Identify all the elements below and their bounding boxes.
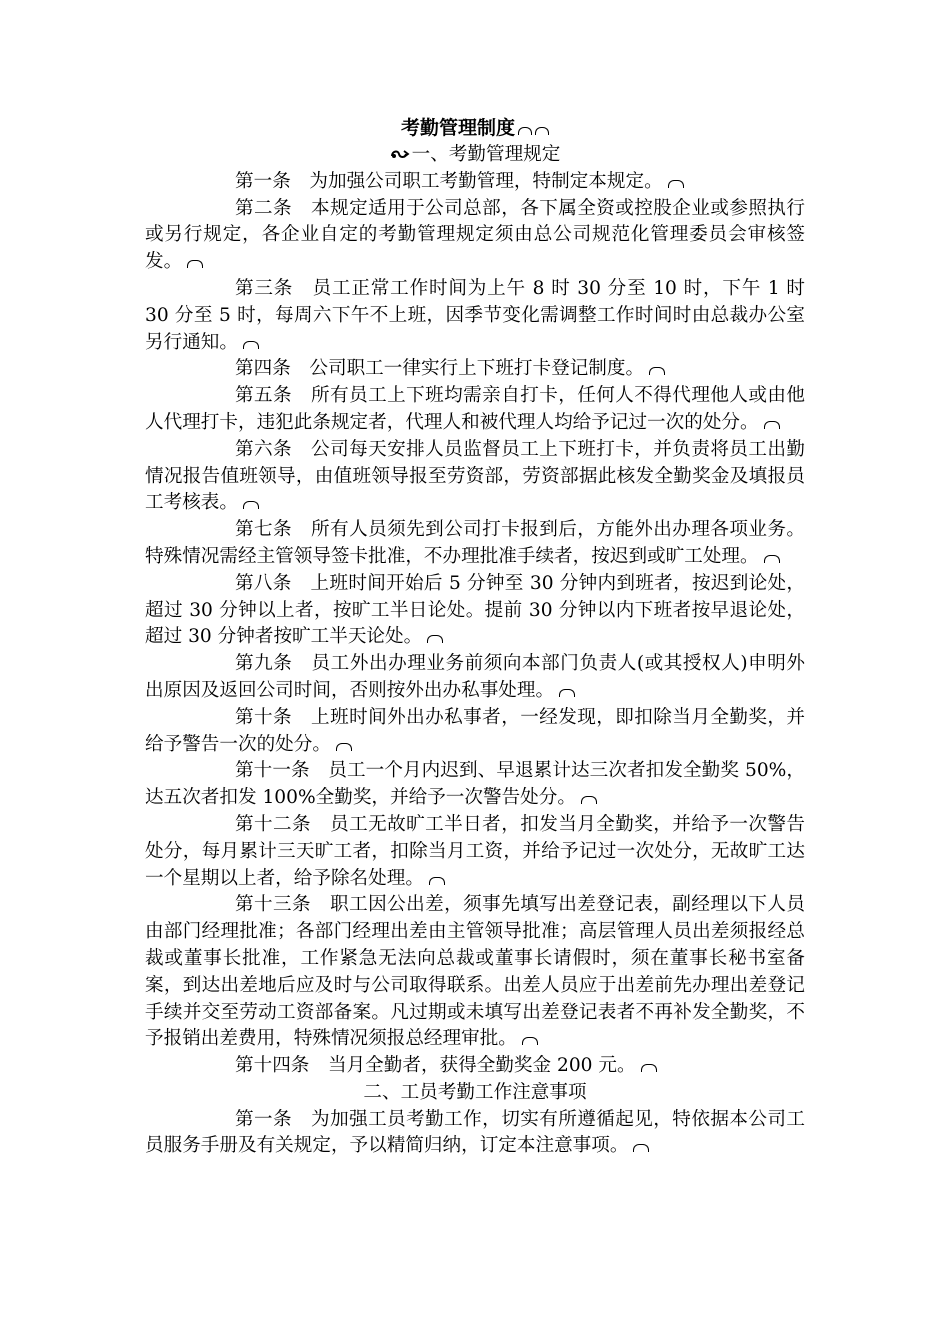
paragraph-mark-icon	[649, 367, 665, 375]
paragraph-mark-icon	[764, 555, 780, 563]
article-text: 第五条 所有员工上下班均需亲自打卡，任何人不得代理他人或由他人代理打卡，违犯此条规定者，代理人和被代理人均给予记过一次的处分。	[145, 385, 805, 433]
paragraph-mark-icon	[187, 260, 203, 268]
paragraph-mark-icon	[559, 689, 575, 697]
article-text: 第一条 为加强工员考勤工作，切实有所遵循起见，特依据本公司工员服务手册及有关规定，予以精简归纳，订定本注意事项。	[145, 1108, 805, 1157]
article-text: 第二条 本规定适用于公司总部，各下属全资或控股企业或参照执行或另行规定，各企业自定的考勤管理规定须由总公司规范化管理委员会审核签发。	[145, 197, 805, 273]
anchor-icon	[390, 147, 410, 161]
article-paragraph	[145, 276, 805, 356]
paragraph-mark-icon	[243, 341, 259, 349]
paragraph-mark-icon	[522, 1037, 538, 1045]
article-text: 第十条 上班时间外出办私事者，一经发现，即扣除当月全勤奖，并给予警告一次的处分。	[145, 706, 805, 755]
article-paragraph	[145, 651, 805, 705]
paragraph-mark-icon	[535, 127, 549, 135]
paragraph-mark-icon	[429, 877, 445, 885]
article-paragraph	[145, 383, 805, 437]
article-text: 第十四条 当月全勤者，获得全勤奖金 200 元。	[235, 1055, 636, 1077]
article-text: 第十二条 员工无故旷工半日者，扣发当月全勤奖，并给予一次警告处分，每月累计三天旷工者，扣除当月工资，并给予记过一次处分，无故旷工达一个星期以上者，给予除名处理。	[145, 813, 805, 889]
section-heading-text: 二、工员考勤工作注意事项	[363, 1081, 587, 1103]
article-paragraph	[145, 892, 805, 1053]
paragraph-mark-icon	[427, 635, 443, 643]
document-page	[145, 112, 805, 1160]
paragraph-mark-icon	[633, 1144, 649, 1152]
article-paragraph	[145, 758, 805, 812]
article-text: 第八条 上班时间开始后 5 分钟至 30 分钟内到班者，按迟到论处，超过 30 分钟以上者，按旷工半日论处。提前 30 分钟以内下班者按早退论处，超过 30 分钟者按旷工半天论处。	[145, 572, 805, 648]
section-heading-1	[145, 142, 805, 169]
article-text: 第六条 公司每天安排人员监督员工上下班打卡，并负责将员工出勤情况报告值班领导，由值班领导报至劳资部，劳资部据此核发全勤奖金及填报员工考核表。	[145, 438, 805, 514]
article-text: 第九条 员工外出办理业务前须向本部门负责人(或其授权人)申明外出原因及返回公司时间，否则按外出办私事处理。	[145, 653, 805, 701]
paragraph-mark-icon	[764, 421, 780, 429]
article-paragraph	[145, 1053, 805, 1080]
title-text: 考勤管理制度	[400, 117, 515, 139]
paragraph-mark-icon	[336, 743, 352, 751]
paragraph-mark-icon	[668, 180, 684, 188]
section-heading-text: 一、考勤管理规定	[411, 144, 561, 165]
document-title	[145, 112, 805, 142]
article-text: 第四条 公司职工一律实行上下班打卡登记制度。	[235, 358, 645, 380]
article-paragraph	[145, 356, 805, 383]
paragraph-mark-icon	[243, 501, 259, 509]
article-text: 第七条 所有人员须先到公司打卡报到后，方能外出办理各项业务。特殊情况需经主管领导签卡批准，不办理批准手续者，按迟到或旷工处理。	[145, 519, 805, 567]
article-text: 第十三条 职工因公出差，须事先填写出差登记表，副经理以下人员由部门经理批准；各部门经理出差由主管领导批准；高层管理人员出差须报经总裁或董事长批准，工作紧急无法向总裁或董事长请假时，须在董事长秘书室备案，到达出差地后应及时与公司取得联系。出差人员应于出差前先办理出差登记手续并交至劳动工资部备案。凡过期或未填写出差登记表者不再补发全勤奖，不予报销出差费用，特殊情况须报总经理审批。	[145, 894, 805, 1050]
article-paragraph	[145, 437, 805, 517]
section-1-articles	[145, 169, 805, 1080]
section-2-articles	[145, 1107, 805, 1161]
article-text: 第十一条 员工一个月内迟到、早退累计达三次者扣发全勤奖 50%，达五次者扣发 100%全勤奖，并给予一次警告处分。	[145, 760, 805, 809]
article-paragraph	[145, 169, 805, 196]
paragraph-mark-icon	[518, 127, 532, 135]
article-text: 第一条 为加强公司职工考勤管理，特制定本规定。	[235, 170, 663, 192]
article-paragraph	[145, 571, 805, 651]
paragraph-mark-icon	[581, 796, 597, 804]
paragraph-mark-icon	[641, 1064, 657, 1072]
article-paragraph	[145, 517, 805, 571]
article-paragraph	[145, 196, 805, 276]
article-paragraph	[145, 812, 805, 892]
section-heading-2	[145, 1080, 805, 1107]
article-text: 第三条 员工正常工作时间为上午 8 时 30 分至 10 时，下午 1 时 30 分至 5 时，每周六下午不上班，因季节变化需调整工作时间时由总裁办公室另行通知。	[145, 277, 805, 353]
article-paragraph	[145, 1107, 805, 1161]
article-paragraph	[145, 705, 805, 759]
